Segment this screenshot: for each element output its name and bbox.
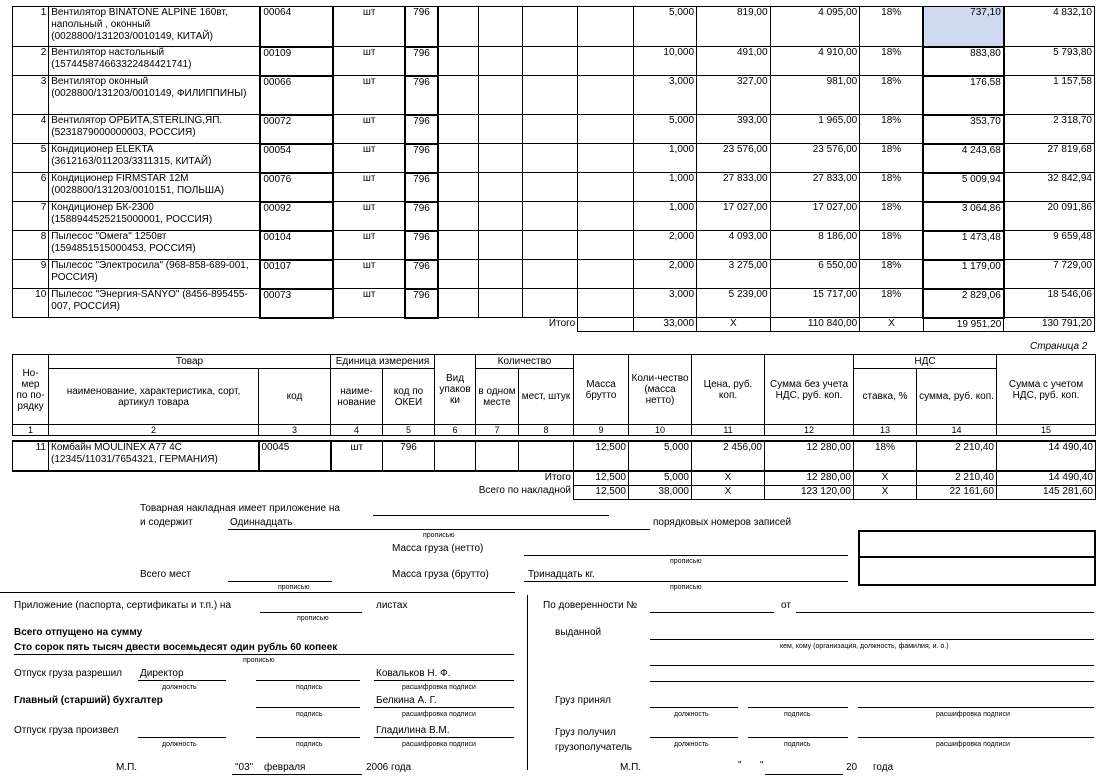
year-suffix: года (873, 762, 894, 773)
header-rate: ставка, % (854, 369, 917, 425)
cell-unit: шт (333, 202, 406, 231)
cell-vat: 353,70 (923, 115, 1004, 144)
column-number: 13 (854, 425, 917, 436)
header-total: Сумма с учетом НДС, руб. коп. (997, 355, 1096, 425)
mass-gross-label: Масса груза (брутто) (392, 569, 489, 580)
column-number: 3 (259, 425, 331, 436)
cell-code: 00104 (260, 231, 333, 260)
cell-rate: 18% (860, 231, 923, 260)
issued-label: выданной (555, 627, 602, 638)
cell-price: 819,00 (697, 7, 771, 47)
cell-total: 20 091,86 (1004, 202, 1095, 231)
from-label: от (781, 600, 791, 611)
records-label: порядковых номеров записей (653, 517, 792, 528)
cell-vat: 737,10 (923, 7, 1004, 47)
cell-qty: 1,000 (633, 144, 696, 173)
cell-rate: 18% (860, 289, 923, 318)
cell-rate: 18% (860, 144, 923, 173)
cell-total: 32 842,94 (1004, 173, 1095, 202)
cell-total: 5 793,80 (1004, 47, 1095, 76)
cell-okei: 796 (405, 231, 437, 260)
cell-okei: 796 (405, 173, 437, 202)
records-count: Одиннадцать (230, 517, 293, 528)
cell-okei: 796 (405, 289, 437, 318)
column-number: 5 (383, 425, 435, 436)
table-row (13, 260, 1095, 289)
column-number: 15 (997, 425, 1096, 436)
cell-n: 1 (13, 7, 49, 47)
header-qty-group: Количество (476, 355, 574, 369)
cell-okei: 796 (405, 144, 437, 173)
cell-unit: шт (333, 144, 406, 173)
table-row (13, 289, 1095, 318)
cell-rate: 18% (860, 7, 923, 47)
cell-unit: шт (333, 231, 406, 260)
cell-price: 393,00 (697, 115, 771, 144)
header-pack: Вид упаков ки (435, 355, 476, 425)
item-name: Комбайн MOULINEX A77 4C (12345/11031/7654321, ГЕРМАНИЯ) (49, 441, 259, 471)
director-position: Директор (140, 668, 184, 679)
cell-sum: 15 717,00 (770, 289, 860, 318)
received-label: Груз получил грузополучатель (555, 727, 633, 753)
accountant-name: Белкина А. Г. (376, 695, 437, 706)
cell-sum: 8 186,00 (770, 231, 860, 260)
cell-n: 7 (13, 202, 49, 231)
cell-name: Пылесос "Энергия-SANYO" (8456-895455-007, РОССИЯ) (49, 289, 261, 318)
cell-vat: 5 009,94 (923, 173, 1004, 202)
goods-table-page1 (12, 6, 1095, 332)
column-number: 2 (49, 425, 259, 436)
cell-unit: шт (333, 173, 406, 202)
cell-name: Пылесос "Электросила" (968-858-689-001, РОССИЯ) (49, 260, 261, 289)
column-number: 7 (476, 425, 519, 436)
cell-unit: шт (333, 47, 406, 76)
cell-price: 17 027,00 (697, 202, 771, 231)
cell-rate: 18% (860, 202, 923, 231)
header-code: код (259, 369, 331, 425)
cell-qty: 1,000 (633, 173, 696, 202)
director-name: Ковальков Н. Ф. (376, 668, 451, 679)
cell-total: 9 659,48 (1004, 231, 1095, 260)
accountant-label: Главный (старший) бухгалтер (14, 695, 163, 706)
column-number: 10 (629, 425, 692, 436)
vsego-row: Всего по накладной 12,500 38,000 X 123 120,00 X 22 161,60 145 281,60 (13, 485, 1096, 499)
cell-unit: шт (333, 115, 406, 144)
cell-unit: шт (333, 260, 406, 289)
stamp-label-2: М.П. (620, 762, 642, 773)
cell-n: 2 (13, 47, 49, 76)
column-number: 12 (765, 425, 854, 436)
cell-price: 327,00 (697, 76, 771, 115)
table-row (13, 144, 1095, 173)
cell-qty: 3,000 (633, 76, 696, 115)
cell-vat: 2 829,06 (923, 289, 1004, 318)
cell-vat: 3 064,86 (923, 202, 1004, 231)
header-unit-group: Единица измерения (331, 355, 435, 369)
cell-sum: 17 027,00 (770, 202, 860, 231)
cell-n: 6 (13, 173, 49, 202)
cell-vat: 4 243,68 (923, 144, 1004, 173)
attach-label: Приложение (паспорта, сертификаты и т.п.) на (14, 600, 232, 611)
cell-vat: 883,80 (923, 47, 1004, 76)
cell-qty: 1,000 (633, 202, 696, 231)
cell-price: 4 093,00 (697, 231, 771, 260)
cell-code: 00066 (260, 76, 333, 115)
page-label: Страница 2 (1030, 341, 1088, 352)
mass-net-label: Масса груза (нетто) (392, 543, 484, 554)
sum-in-words: Сто сорок пять тысяч двести восемьдесят один рубль 60 копеек (14, 642, 338, 653)
cell-total: 2 318,70 (1004, 115, 1095, 144)
cell-code: 00064 (260, 7, 333, 47)
appendix-label: Товарная накладная имеет приложение на (140, 503, 340, 514)
cell-okei: 796 (405, 202, 437, 231)
cell-qty: 2,000 (633, 231, 696, 260)
cell-code: 00109 (260, 47, 333, 76)
goods-table-header (12, 354, 1096, 436)
cell-code: 00092 (260, 202, 333, 231)
column-number: 14 (917, 425, 997, 436)
cell-sum: 4 095,00 (770, 7, 860, 47)
header-okei: код по ОКЕИ (383, 369, 435, 425)
contains-label: и содержит (140, 517, 193, 528)
cell-vat: 1 179,00 (923, 260, 1004, 289)
column-number: 4 (331, 425, 383, 436)
places-label: Всего мест (140, 569, 192, 580)
cell-sum: 6 550,00 (770, 260, 860, 289)
cell-vat: 1 473,48 (923, 231, 1004, 260)
cell-price: 491,00 (697, 47, 771, 76)
cell-okei: 796 (405, 260, 437, 289)
cell-price: 27 833,00 (697, 173, 771, 202)
column-number: 9 (574, 425, 629, 436)
cell-okei: 796 (405, 7, 437, 47)
table-row: 11 Комбайн MOULINEX A77 4C (12345/11031/7654321, ГЕРМАНИЯ) 00045 шт 796 12,500 5,000 2 456,00 12 280,00 18% 2 210,40 14 490,40 (13, 441, 1096, 471)
goods-table-page2 (12, 440, 1096, 500)
header-sum-wo-vat: Сумма без учета НДС, руб. коп. (765, 355, 854, 425)
cell-total: 18 546,06 (1004, 289, 1095, 318)
header-price: Цена, руб. коп. (692, 355, 765, 425)
cell-okei: 796 (405, 76, 437, 115)
cell-name: Кондиционер БК-2300 (1588944525215000001, РОССИЯ) (49, 202, 261, 231)
date-day: "03" (235, 762, 254, 773)
cell-name: Вентилятор ОРБИТА,STERLING,ЯП. (5231879000000003, РОССИЯ) (49, 115, 261, 144)
cell-n: 5 (13, 144, 49, 173)
cell-rate: 18% (860, 47, 923, 76)
cell-unit: шт (333, 289, 406, 318)
sheets-label: листах (376, 600, 408, 611)
producer-name: Гладилина В.М. (376, 725, 450, 736)
cell-code: 00076 (260, 173, 333, 202)
cell-price: 3 275,00 (697, 260, 771, 289)
cell-unit: шт (333, 76, 406, 115)
column-number: 8 (519, 425, 574, 436)
cell-vat: 176,58 (923, 76, 1004, 115)
cell-rate: 18% (860, 76, 923, 115)
header-goods: Товар (49, 355, 331, 369)
cell-code: 00072 (260, 115, 333, 144)
header-gross: Масса брутто (574, 355, 629, 425)
permitted-label: Отпуск груза разрешил (14, 668, 122, 679)
date-month: февраля (264, 762, 306, 773)
header-unit-name: наиме-нование (331, 369, 383, 425)
cell-code: 00107 (260, 260, 333, 289)
column-number: 11 (692, 425, 765, 436)
cell-n: 3 (13, 76, 49, 115)
cell-n: 9 (13, 260, 49, 289)
released-sum-label: Всего отпущено на сумму (14, 627, 143, 638)
date-year: 2006 года (366, 762, 412, 773)
header-vat-sum: сумма, руб. коп. (917, 369, 997, 425)
cell-qty: 2,000 (633, 260, 696, 289)
cell-total: 27 819,68 (1004, 144, 1095, 173)
cell-qty: 10,000 (633, 47, 696, 76)
cell-name: Вентилятор настольный (15744587466332248442174​1) (49, 47, 261, 76)
mass-gross-box (858, 556, 1096, 586)
table-row (13, 47, 1095, 76)
cell-name: Кондиционер FIRMSTAR 12M (0028800/131203/0010151, ПОЛЬША) (49, 173, 261, 202)
cell-code: 00073 (260, 289, 333, 318)
column-number: 6 (435, 425, 476, 436)
accepted-label: Груз принял (555, 695, 612, 706)
cell-total: 1 157,58 (1004, 76, 1095, 115)
header-num: Но-мер по по-рядку (13, 355, 49, 425)
cell-okei: 796 (405, 47, 437, 76)
cell-price: 23 576,00 (697, 144, 771, 173)
cell-sum: 981,00 (770, 76, 860, 115)
cell-rate: 18% (860, 173, 923, 202)
table-row (13, 173, 1095, 202)
year-prefix: 20 (846, 762, 858, 773)
cell-total: 7 729,00 (1004, 260, 1095, 289)
table-row (13, 202, 1095, 231)
itogo-row: Итого 12,500 5,000 X 12 280,00 X 2 210,40 14 490,40 (13, 471, 1096, 485)
cell-name: Пылесос "Омега" 1250вт (1594851515000453, РОССИЯ) (49, 231, 261, 260)
cell-n: 4 (13, 115, 49, 144)
mass-gross-value: Тринадцать кг. (528, 569, 595, 580)
header-qty-net: Коли-чество (масса нетто) (629, 355, 692, 425)
proxy-label: По доверенности № (543, 600, 638, 611)
cell-name: Вентилятор оконный (0028800/131203/0010149, ФИЛИППИНЫ) (49, 76, 261, 115)
table-row (13, 115, 1095, 144)
cell-rate: 18% (860, 115, 923, 144)
cell-code: 00054 (260, 144, 333, 173)
cell-qty: 5,000 (633, 115, 696, 144)
itogo-row: Итого 33,000 X 110 840,00 X 19 951,20 130 791,20 (13, 318, 1095, 332)
table-row (13, 7, 1095, 47)
stamp-label: М.П. (116, 762, 138, 773)
produced-label: Отпуск груза произвел (14, 725, 119, 736)
table-row (13, 231, 1095, 260)
cell-total: 4 832,10 (1004, 7, 1095, 47)
cell-n: 10 (13, 289, 49, 318)
header-vat-group: НДС (854, 355, 997, 369)
cell-price: 5 239,00 (697, 289, 771, 318)
mass-net-box (858, 530, 1096, 558)
column-number: 1 (13, 425, 49, 436)
cell-unit: шт (333, 7, 406, 47)
cell-n: 8 (13, 231, 49, 260)
cell-name: Вентилятор BINATONE ALPINE 160вт, напольный , оконный (0028800/131203/0010149, КИТАЙ) (49, 7, 261, 47)
cell-sum: 4 910,00 (770, 47, 860, 76)
cell-okei: 796 (405, 115, 437, 144)
header-in-one: в одном месте (476, 369, 519, 425)
cell-qty: 5,000 (633, 7, 696, 47)
table-row (13, 76, 1095, 115)
cell-sum: 1 965,00 (770, 115, 860, 144)
header-places: мест, штук (519, 369, 574, 425)
cell-name: Кондиционер ELEKTA (3612163/011203/3311315, КИТАЙ) (49, 144, 261, 173)
cell-rate: 18% (860, 260, 923, 289)
cell-sum: 23 576,00 (770, 144, 860, 173)
header-goods-name: наименование, характеристика, сорт, артикул товара (49, 369, 259, 425)
cell-qty: 3,000 (633, 289, 696, 318)
cell-sum: 27 833,00 (770, 173, 860, 202)
